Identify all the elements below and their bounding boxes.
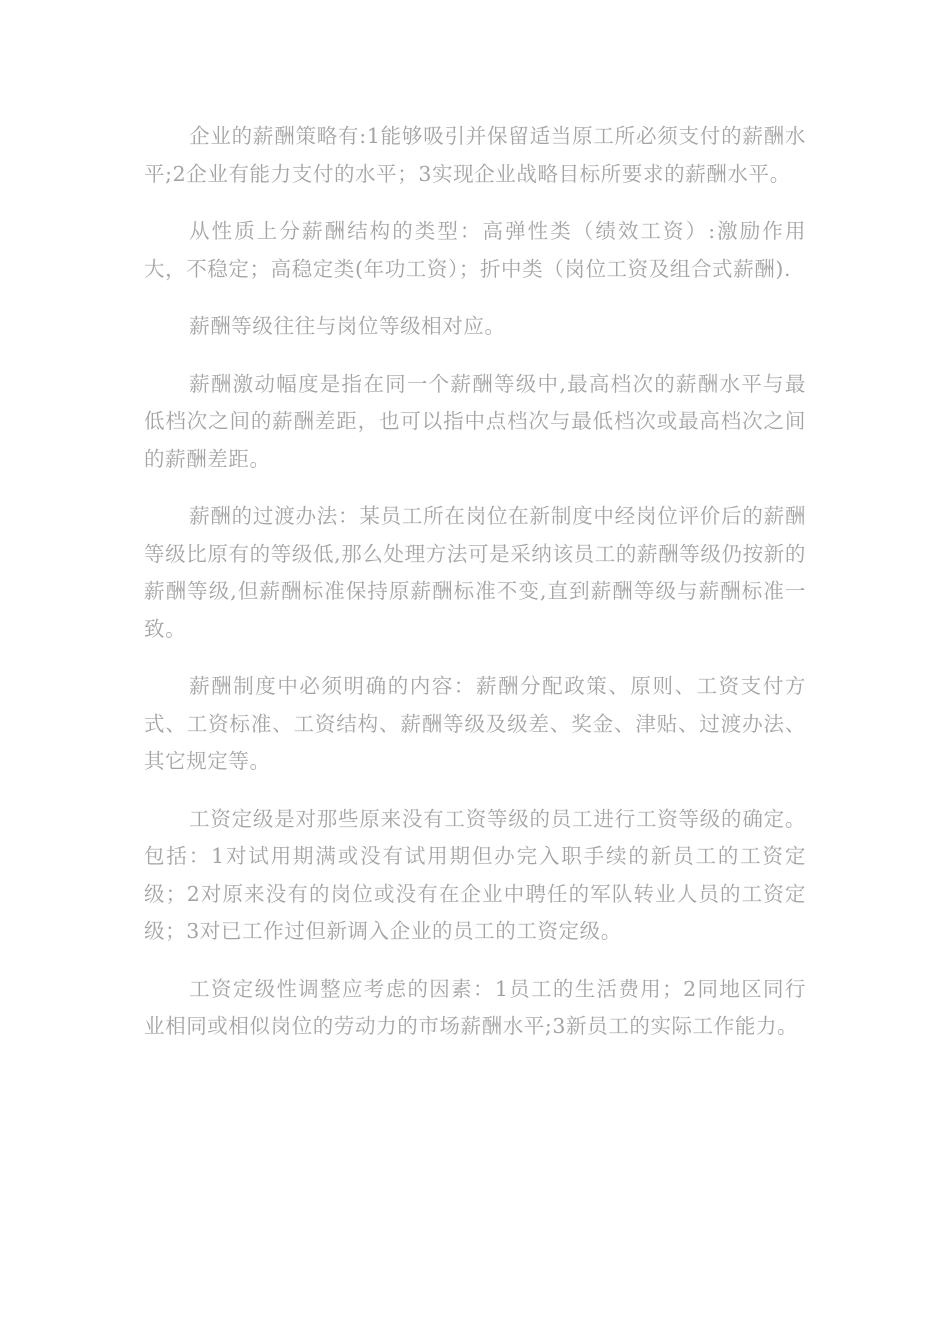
- paragraph-wage-grading: 工资定级是对那些原来没有工资等级的员工进行工资等级的确定。包括：1对试用期满或没有试用期但办完入职手续的新员工的工资定级；2对原来没有的岗位或没有在企业中聘任的军队转业人员的工资定级；3对已工作过但新调入企业的员工的工资定级。: [144, 806, 806, 943]
- paragraph-salary-grade: 薪酬等级往往与岗位等级相对应。: [189, 314, 506, 338]
- paragraph-grading-adjustment-factors: 工资定级性调整应考虑的因素：1员工的生活费用；2同地区同行业相同或相似岗位的劳动力的市场薪酬水平;3新员工的实际工作能力。: [144, 976, 806, 1038]
- paragraph-salary-structure-types: 从性质上分薪酬结构的类型：高弹性类（绩效工资）:激励作用大，不稳定；高稳定类(年功工资）；折中类（岗位工资及组合式薪酬).: [144, 219, 806, 281]
- paragraph-salary-system-content: 薪酬制度中必须明确的内容：薪酬分配政策、原则、工资支付方式、工资标准、工资结构、薪酬等级及级差、奖金、津贴、过渡办法、其它规定等。: [144, 674, 806, 773]
- paragraph-salary-range: 薪酬激动幅度是指在同一个薪酬等级中,最高档次的薪酬水平与最低档次之间的薪酬差距，也可以指中点档次与最低档次或最高档次之间的薪酬差距。: [144, 371, 806, 471]
- paragraph-salary-strategy: 企业的薪酬策略有:1能够吸引并保留适当原工所必须支付的薪酬水平;2企业有能力支付的水平；3实现企业战略目标所要求的薪酬水平。: [144, 124, 806, 186]
- document-body: [144, 118, 806, 1066]
- paragraph-transition-method: 薪酬的过渡办法：某员工所在岗位在新制度中经岗位评价后的薪酬等级比原有的等级低,那么处理方法可是采纳该员工的薪酬等级仍按新的薪酬等级,但薪酬标准保持原薪酬标准不变,直到薪酬等级与薪酬标准一致。: [144, 504, 806, 641]
